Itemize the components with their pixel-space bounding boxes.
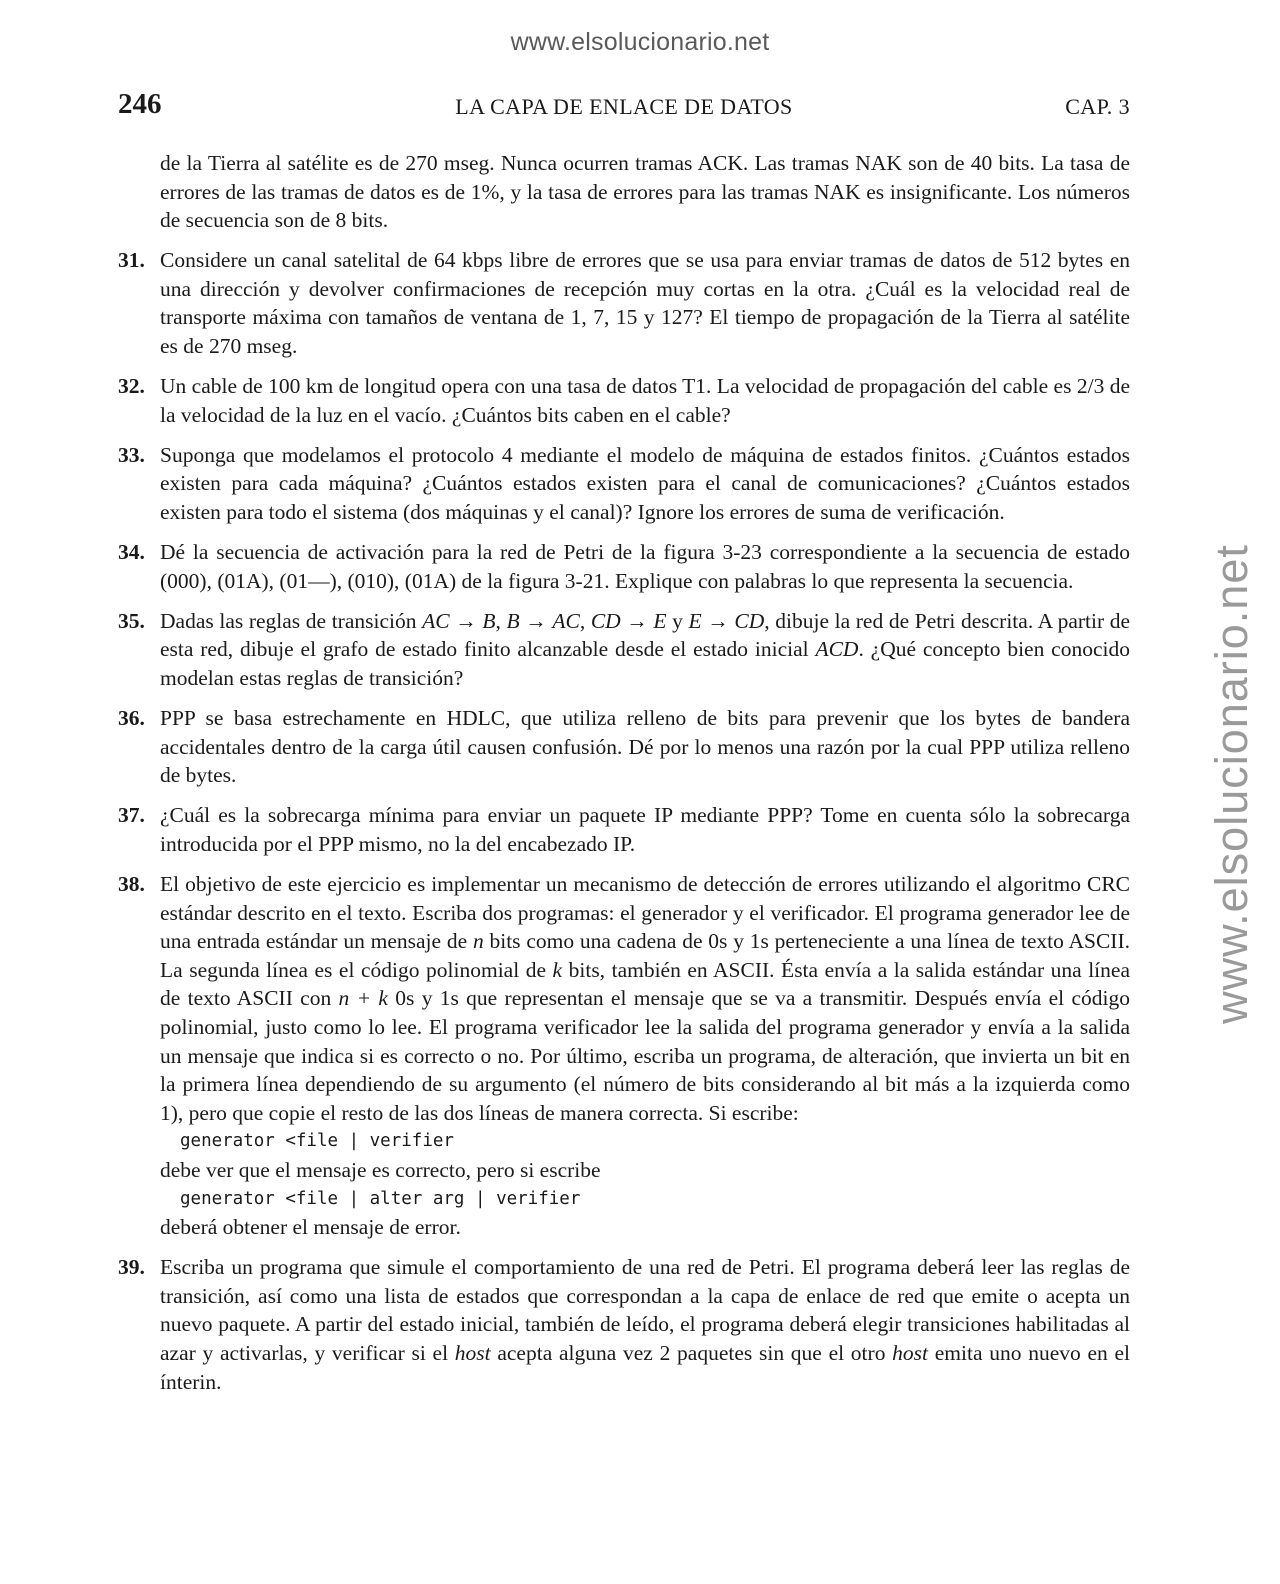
exercise-text (160, 870, 1130, 1127)
exercise-number: 37. (118, 803, 145, 828)
math-acd: ACD (815, 637, 859, 662)
term-host: host (892, 1341, 929, 1366)
math-n-plus-k: n + k (338, 986, 388, 1011)
exercise-text: PPP se basa estrechamente en HDLC, que utiliza relleno de bits para prevenir que los bytes de bandera accidentales dentro de la carga útil causen confusión. Dé por lo menos una razón por la cual PPP utiliza relleno de bytes. (160, 706, 1130, 788)
term-host: host (454, 1341, 491, 1366)
exercise-text-c: . ¿Qué concepto bien conocido modelan estas reglas de transición? (160, 637, 1130, 690)
exercise-text-a: Dadas las reglas de transición (160, 608, 423, 633)
chapter-label: CAP. 3 (1065, 94, 1130, 119)
exercise-text: Considere un canal satelital de 64 kbps libre de errores que se usa para enviar tramas de datos de 512 bytes en una dirección y devolver confirmaciones de recepción muy cortas en la otra. ¿Cuál es la velocidad real de transporte máxima con tamaños de ventana de 1, 7, 15 y 127? El tiempo de propagación de la Tierra al satélite es de 270 mseg. (160, 248, 1130, 359)
exercise-39 (118, 1253, 1130, 1396)
exercise-text: Un cable de 100 km de longitud opera con una tasa de datos T1. La velocidad de propagación del cable es 2/3 de la velocidad de la luz en el vacío. ¿Cuántos bits caben en el cable? (160, 374, 1130, 427)
code-line-1: generator <file | verifier (180, 1131, 454, 1152)
exercise-number: 32. (118, 374, 145, 399)
math-b: B (506, 608, 520, 633)
page-number: 246 (118, 88, 162, 120)
exercise-number: 36. (118, 706, 145, 731)
exercise-text-p2: bits como una cadena de 0s y 1s perteneciente a una línea de texto ASCII. La segunda línea es el código polinomial de (160, 929, 1130, 982)
page-body (118, 149, 1130, 1396)
exercise-number: 39. (118, 1255, 145, 1280)
math-e: E (653, 608, 667, 633)
exercise-32 (118, 372, 1130, 429)
watermark-top: www.elsolucionario.net (510, 28, 770, 56)
math-b: B (482, 608, 496, 633)
exercise-38 (118, 870, 1130, 1242)
math-n: n (472, 929, 484, 954)
exercise-number: 34. (118, 540, 145, 565)
exercise-34 (118, 538, 1130, 595)
math-cd: CD (590, 608, 621, 633)
exercise-text-mid: debe ver que el mensaje es correcto, pero si escribe (160, 1158, 601, 1182)
exercise-number: 31. (118, 248, 145, 273)
exercise-text-p4: 0s y 1s que representan el mensaje que se va a transmitir. Después envía el código polinomial, justo como lo lee. El programa verificador lee la salida del programa generador y envía a la salida un mensaje que indica si es correcto o no. Por último, escriba un programa, de alteración, que invierta un bit en la primera línea dependiendo de su argumento (el número de bits considerando al bit más a la izquierda como 1), pero que copie el resto de las dos líneas de manera correcta. Si escribe: (160, 986, 1130, 1125)
running-title: LA CAPA DE ENLACE DE DATOS (455, 94, 793, 119)
exercise-31 (118, 246, 1130, 360)
exercise-36 (118, 704, 1130, 790)
exercise-text-b: , dibuje la red de Petri descrita. A partir de esta red, dibuje el grafo de estado finito alcanzable desde el estado inicial (160, 608, 1131, 662)
math-k: k (552, 957, 563, 982)
exercise-35: 35. Dadas las reglas de transición AC → B, B → AC, CD → E y E → CD, dibuje la red de Petri descrita. A partir de esta red, dibuje el grafo de estado finito alcanzable desde el estado inicial ACD. ¿Qué concepto bien conocido modelan estas reglas de transición? (118, 608, 1131, 690)
exercise-text-p3: bits, también en ASCII. Ésta envía a la salida estándar una línea de texto ASCII con (160, 957, 1130, 1011)
exercise-number: 38. (118, 872, 145, 897)
watermark-side-text: www.elsolucionario.net (1206, 544, 1257, 1024)
code-line-2: generator <file | alter arg | verifier (180, 1188, 581, 1209)
math-cd: CD (734, 608, 765, 633)
math-ac: AC (422, 608, 450, 633)
exercise-number: 35. (118, 608, 145, 633)
exercise-text-end: deberá obtener el mensaje de error. (160, 1215, 461, 1240)
exercise-33 (118, 441, 1130, 527)
exercise-text-p1: El objetivo de este ejercicio es implementar un mecanismo de detección de errores utilizando el algoritmo CRC estándar descrito en el texto. Escriba dos programas: el generador y el verificador. El programa generador lee de una entrada estándar un mensaje de (160, 872, 1130, 954)
exercise-number: 33. (118, 442, 145, 467)
page-header (118, 88, 1130, 124)
exercise-text: Suponga que modelamos el protocolo 4 mediante el modelo de máquina de estados finitos. ¿Cuántos estados existen para cada máquina? ¿Cuántos estados existen para el canal de comunicaciones? ¿Cuántos estados existen para todo el sistema (dos máquinas y el canal)? Ignore los errores de suma de verificación. (160, 442, 1130, 525)
math-e: E (688, 608, 702, 633)
exercise-37 (118, 801, 1130, 858)
exercise-text-p1: Escriba un programa que simule el comportamiento de una red de Petri. El programa deberá leer las reglas de transición, así como una lista de estados que correspondan a la capa de enlace de red que emite o acepta un nuevo paquete. A partir del estado inicial, también de leído, el programa deberá elegir transiciones habilitadas al azar y activarlas, y verificar si el (160, 1255, 1130, 1366)
exercise-text: Dé la secuencia de activación para la red de Petri de la figura 3-23 correspondiente a la secuencia de estado (000), (01A), (01—), (010), (01A) de la figura 3-21. Explique con palabras lo que representa la secuencia. (160, 540, 1130, 593)
exercise-text: ¿Cuál es la sobrecarga mínima para enviar un paquete IP mediante PPP? Tome en cuenta sólo la sobrecarga introducida por el PPP mismo, no la del encabezado IP. (160, 803, 1130, 856)
math-ac: AC (552, 608, 580, 633)
exercise-text-p2: acepta alguna vez 2 paquetes sin que el otro (490, 1341, 893, 1366)
exercise-text-p3: emita uno nuevo en el ínterin. (160, 1341, 1130, 1394)
continuation-paragraph: de la Tierra al satélite es de 270 mseg. Nunca ocurren tramas ACK. Las tramas NAK son de 40 bits. La tasa de errores de las tramas de datos es de 1%, y la tasa de errores para las tramas NAK es insignificante. Los números de secuencia son de 8 bits. (160, 151, 1130, 233)
